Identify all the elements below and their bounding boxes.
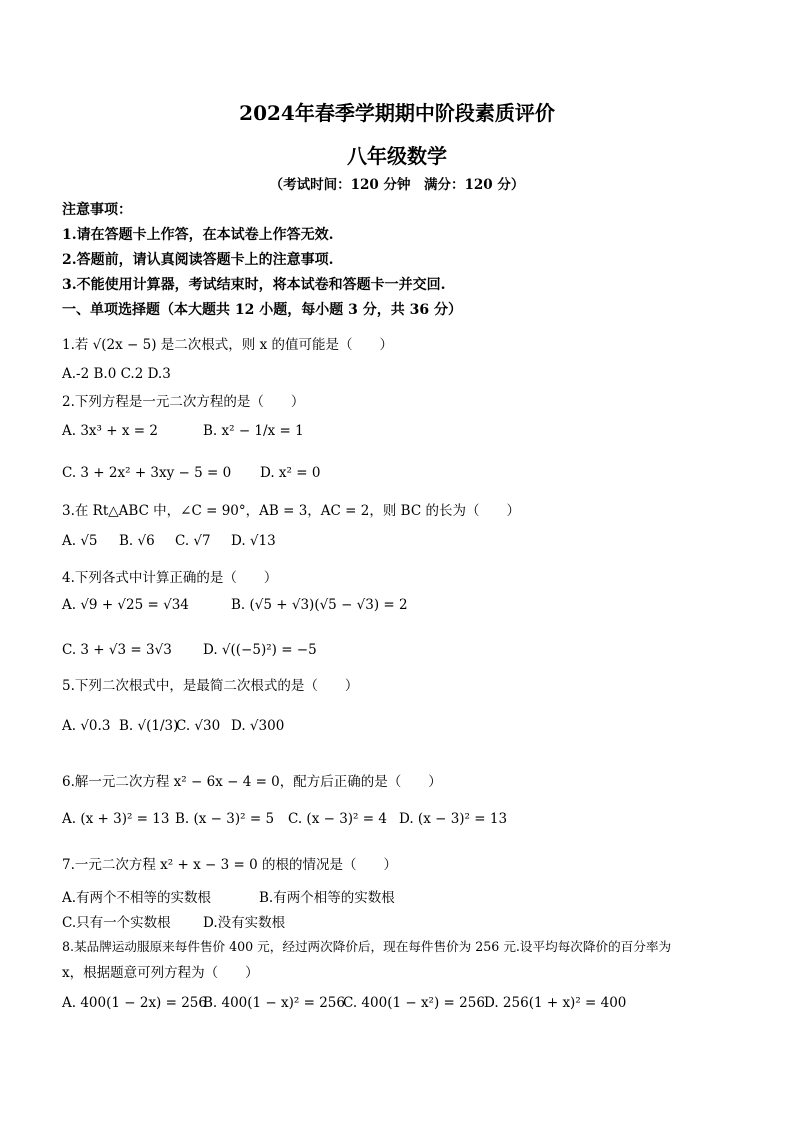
notice-item-3: 3.不能使用计算器，考试结束时，将本试卷和答题卡一并交回. (62, 277, 446, 293)
question-5-option-a: A. √0.3 (62, 718, 111, 734)
question-7-option-b: B.有两个相等的实数根 (259, 890, 395, 906)
question-8-option-a: A. 400(1 − 2x) = 256 (62, 995, 207, 1011)
question-4-option-a: A. √9 + √25 = √34 (62, 597, 189, 613)
question-7-option-a: A.有两个不相等的实数根 (62, 890, 212, 906)
exam-info: （考试时间：120 分钟 满分：120 分） (269, 177, 525, 193)
notice-item-1: 1.请在答题卡上作答，在本试卷上作答无效. (62, 227, 334, 243)
question-3-option-a: A. √5 (62, 533, 98, 549)
question-5-option-b: B. √(1/3) (119, 718, 179, 734)
question-6-option-c: C. (x − 3)² = 4 (288, 811, 387, 827)
question-2-option-c: C. 3 + 2x² + 3xy − 5 = 0 (62, 465, 232, 481)
question-7-stem: 7.一元二次方程 x² + x − 3 = 0 的根的情况是（ ） (62, 857, 397, 873)
question-8-option-b: B. 400(1 − x)² = 256 (203, 995, 345, 1011)
question-4-option-d: D. √((−5)²) = −5 (203, 642, 317, 658)
section-heading: 一、单项选择题（本大题共 12 小题，每小题 3 分，共 36 分） (62, 302, 462, 318)
question-4-option-c: C. 3 + √3 = 3√3 (62, 642, 172, 658)
question-3-stem: 3.在 Rt△ABC 中，∠C = 90°，AB = 3，AC = 2，则 BC 的长为（ ） (62, 503, 520, 519)
question-8-stem: 8.某品牌运动服原来每件售价 400 元，经过两次降价后，现在每件售价为 256 元.设平均每次降价的百分率为 (62, 939, 672, 954)
exam-title: 2024年春季学期期中阶段素质评价 (239, 101, 555, 125)
question-6-option-a: A. (x + 3)² = 13 (62, 811, 170, 827)
question-3-option-b: B. √6 (119, 533, 155, 549)
question-5-option-c: C. √30 (176, 718, 221, 734)
question-5-option-d: D. √300 (231, 718, 285, 734)
question-8-stem-continued: x，根据题意可列方程为（ ） (62, 965, 259, 981)
question-2-option-b: B. x² − 1/x = 1 (203, 423, 304, 439)
question-4-option-b: B. (√5 + √3)(√5 − √3) = 2 (231, 597, 408, 613)
question-6-option-b: B. (x − 3)² = 5 (175, 811, 275, 827)
question-4-stem: 4.下列各式中计算正确的是（ ） (62, 570, 278, 586)
question-1-stem: 1.若 √(2x − 5) 是二次根式，则 x 的值可能是（ ） (62, 337, 393, 353)
question-3-option-d: D. √13 (231, 533, 276, 549)
question-7-option-d: D.没有实数根 (203, 915, 286, 931)
question-2-option-a: A. 3x³ + x = 2 (62, 423, 158, 439)
question-1-options: A.-2 B.0 C.2 D.3 (62, 366, 171, 382)
question-2-stem: 2.下列方程是一元二次方程的是（ ） (62, 394, 305, 410)
question-3-option-c: C. √7 (175, 533, 211, 549)
notice-item-2: 2.答题前，请认真阅读答题卡上的注意事项. (62, 252, 334, 268)
question-6-option-d: D. (x − 3)² = 13 (399, 811, 508, 827)
question-8-option-d: D. 256(1 + x)² = 400 (484, 995, 627, 1011)
exam-subtitle: 八年级数学 (347, 144, 447, 168)
question-6-stem: 6.解一元二次方程 x² − 6x − 4 = 0，配方后正确的是（ ） (62, 774, 442, 790)
question-2-option-d: D. x² = 0 (260, 465, 321, 481)
notice-heading: 注意事项： (62, 202, 132, 218)
question-5-stem: 5.下列二次根式中，是最简二次根式的是（ ） (62, 678, 359, 694)
question-8-option-c: C. 400(1 − x²) = 256 (343, 995, 485, 1011)
question-7-option-c: C.只有一个实数根 (62, 915, 171, 931)
